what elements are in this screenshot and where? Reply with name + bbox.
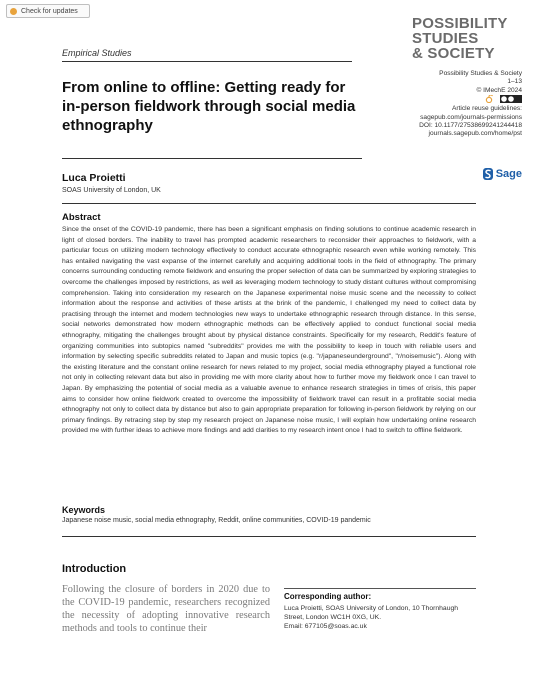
meta-pages: 1–13 (507, 78, 522, 86)
article-metadata (392, 70, 522, 139)
open-access-icon (485, 95, 496, 103)
meta-home[interactable]: journals.sagepub.com/home/pst (428, 130, 522, 138)
keywords-heading: Keywords (62, 505, 106, 515)
section-rule (62, 61, 352, 62)
sage-logo-icon (483, 168, 493, 180)
correspondence-details (284, 604, 484, 631)
keywords-list: Japanese noise music, social media ethnography, Reddit, online communities, COVID-19 pandemic (62, 517, 371, 524)
journal-logo (412, 16, 522, 61)
journal-logo-line1: POSSIBILITY (412, 15, 508, 32)
meta-doi[interactable]: DOI: 10.1177/27538699241244418 (419, 122, 522, 130)
publisher-logo (483, 168, 522, 180)
cc-license-icon (500, 95, 522, 103)
title-rule (62, 158, 362, 159)
author-name: Luca Proietti (62, 172, 126, 184)
abstract-heading: Abstract (62, 212, 101, 223)
author-affiliation: SOAS University of London, UK (62, 187, 161, 194)
section-label: Empirical Studies (62, 48, 132, 58)
correspondence-email[interactable]: Email: 677105@soas.ac.uk (284, 623, 367, 630)
meta-reuse-2[interactable]: sagepub.com/journals-permissions (420, 113, 522, 121)
abstract-text: Since the onset of the COVID-19 pandemic, there has been a significant emphasis on finding solutions to continue academic research in light of closed borders. The inability to travel has prompted academic researchers to reconsider their approaches to fieldwork, with a particular focus on utilizing modern technology effectively to conduct accurate ethnographic research even while working remotely. This has entailed navigating the vast expanse of the internet carefully and acquiring additional tools in the field of ethnography. The primary concerns surrounding conducting remote fieldwork and ensuring the proper selection of data can be summarized by exploring strategies to overcome the challenges imposed by restrictions, as well as leveraging modern technology to study distant cultures without compromising comprehension. Taking into consideration my research on the Japanese experimental noise music scene and the necessity to collect information about the response and activities of these artists at the brink of the pandemic, I challenged my need to collect data by practising through the internet and modern technologies new ways to undertake ethnographic research through distance. In this sense, social networks demonstrated how modern ethnographic methods can be effectively applied to conduct functional social media ethnography, mitigating the challenges brought about by physical distance constraints. Specifically for my research, Reddit's feature of organizing communities into subtopics named "subreddits" provides me with the possibility to keep in touch with reliable users and information by selecting specific subreddits related to Japan and music topics (e.g. "r/japaneseunderground", "r/noisemusic"). Along with the existing literature and the constant online research for news related to my project, social media ethnography played a functional role not only in collecting relevant data but also in providing me with more clarity about how to further move my fieldwork once I can travel to Japan. By emphasizing the potential of social media as a valuable avenue to enhance research strategies in times of crisis, this paper aims to consider how online fieldwork created to overcome the impossibility of fieldwork travel can result in a profitable social media ethnography not only to collect data by distance but also to gain appropriate preparation for following in-person fieldwork by relying on our primary findings. By retracing step by step my research project on Japanese noise music, I will explain how undertaking online research provided me with further ideas to achieve more findings and add clarities to my research intent once I had to switch to offline fieldwork. (62, 226, 476, 435)
check-for-updates-label: Check for updates (21, 8, 78, 15)
correspondence-rule (284, 588, 476, 589)
correspondence-line-2: Street, London WC1H 0XG, UK. (284, 614, 382, 621)
meta-reuse-1: Article reuse guidelines: (451, 105, 522, 113)
check-for-updates-icon (10, 8, 17, 15)
introduction-text: Following the closure of borders in 2020 due to the COVID-19 pandemic, researchers recognized the necessity of adopting innovative research methods and tools to continue their (62, 584, 270, 634)
journal-logo-line2: STUDIES (412, 30, 479, 47)
abstract-top-rule (62, 203, 476, 204)
license-icons (392, 95, 522, 105)
article-title: From online to offline: Getting ready for in-person fieldwork through social media ethnography (62, 79, 356, 134)
introduction-heading: Introduction (62, 563, 127, 575)
journal-logo-line3: & SOCIETY (412, 45, 495, 62)
keywords-bottom-rule (62, 536, 476, 537)
correspondence-line-1: Luca Proietti, SOAS University of London, 10 Thornhaugh (284, 605, 459, 612)
check-for-updates-badge[interactable] (6, 4, 90, 18)
publisher-name: Sage (495, 168, 522, 180)
meta-copyright: © IMechE 2024 (476, 86, 522, 94)
correspondence-heading: Corresponding author: (284, 592, 372, 601)
meta-journal-name: Possibility Studies & Society (439, 70, 522, 77)
meta-copyright-line (392, 87, 522, 95)
